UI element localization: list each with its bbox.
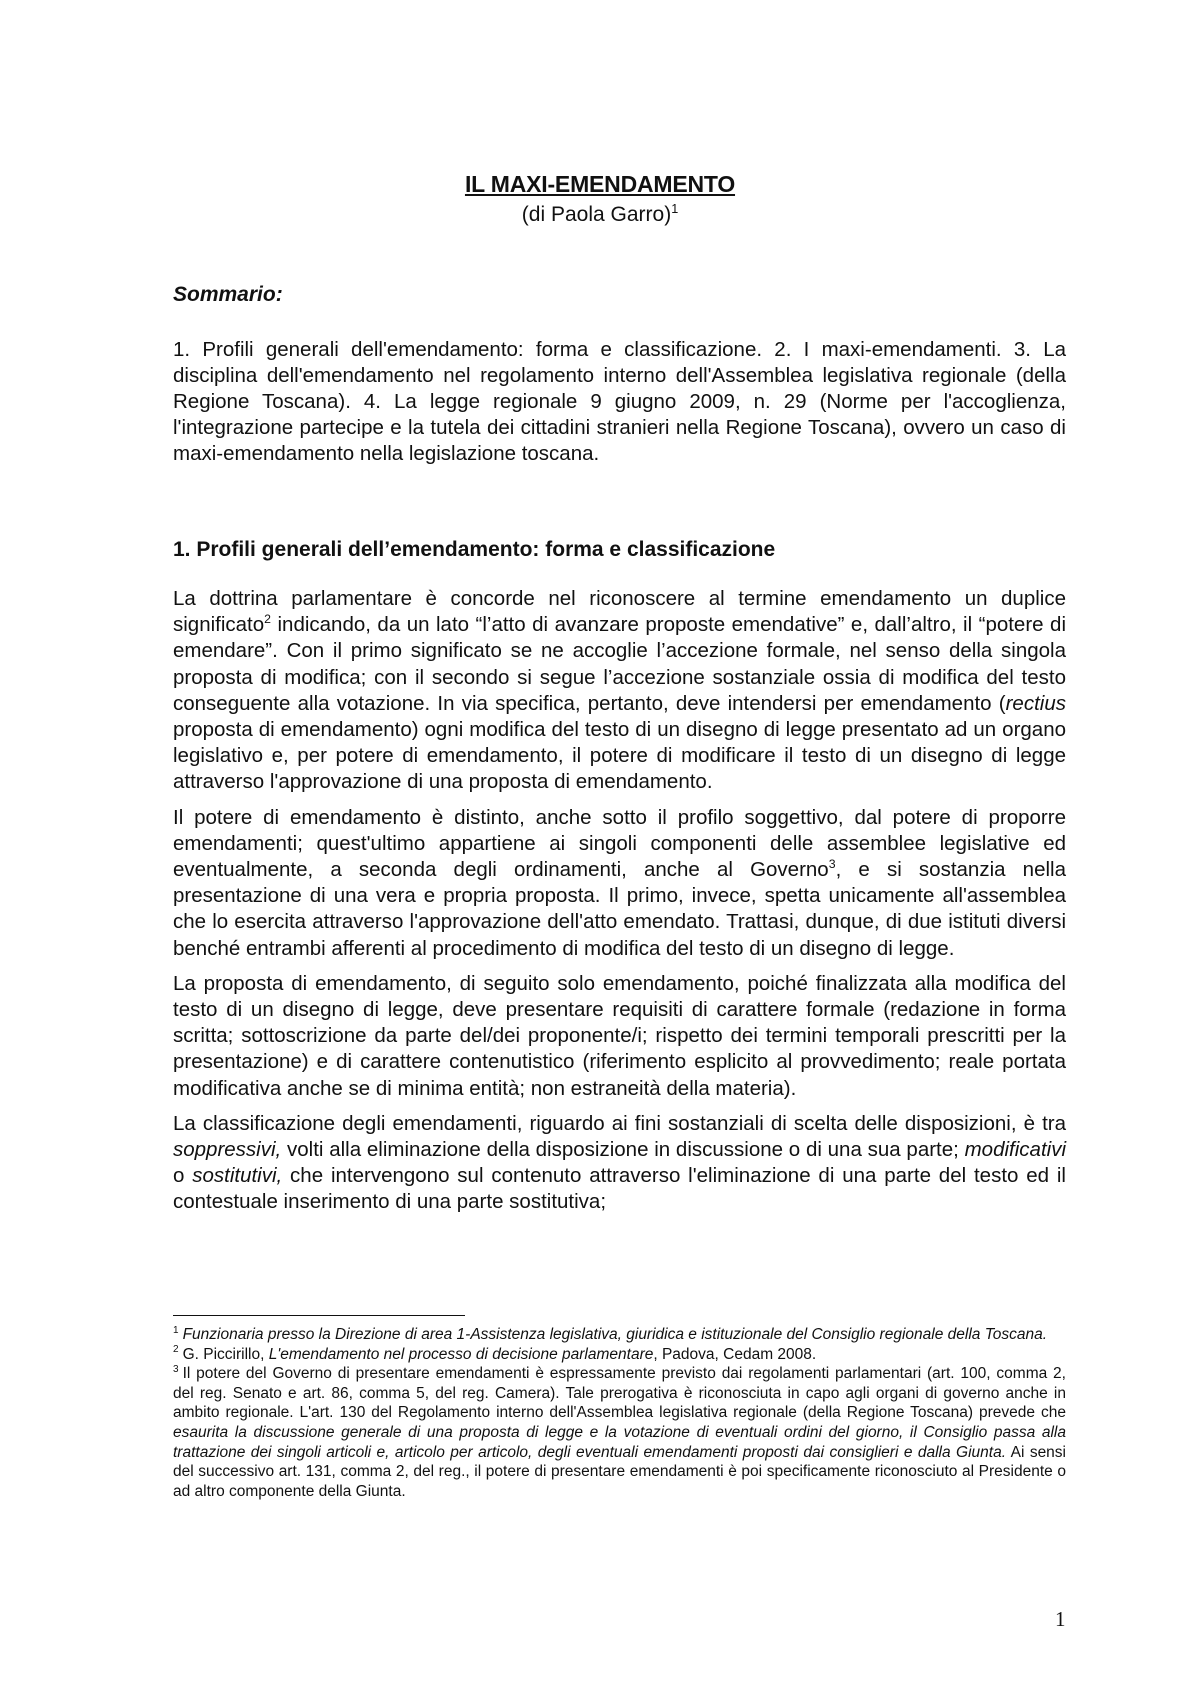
footnote-1 [173, 1325, 1066, 1345]
footnote-3-mark: 3 [173, 1364, 179, 1376]
footnote-3-text-a: Il potere del Governo di presentare emendamenti è espressamente previsto dai regolamenti parlamentari (art. 100, comma 2, del reg. Senato e art. 86, comma 5, del reg. Camera). Tale prerogativa è riconosciuta in capo agli organi di governo anche in ambito regionale. L'art. 130 del Regolamento interno dell'Assemblea legislativa regionale (della Regione Toscana) prevede che [173, 1365, 1066, 1422]
footnote-3-text-b: Ai sensi del successivo art. 131, comma 2, del reg., il potere di presentare emendamenti è poi specificamente riconosciuto al Presidente o ad altro componente della Giunta. [173, 1443, 1066, 1500]
paragraph-1-text-a: La dottrina parlamentare è concorde nel riconoscere al termine emendamento un duplice significato [173, 587, 1066, 637]
paragraph-2 [173, 805, 1066, 962]
author-name: (di Paola Garro) [521, 203, 672, 226]
paragraph-2-text-b: , e si sostanzia nella presentazione di una vera e propria proposta. Il primo, invece, spetta unicamente all'assemblea che lo esercita attraverso l'approvazione dell'atto emendato. Trattasi, dunque, di due istituti diversi benché entrambi afferenti al procedimento di modifica del testo di un disegno di legge. [173, 858, 1066, 960]
footnote-ref-1: 1 [671, 202, 679, 216]
footnote-3 [173, 1364, 1066, 1501]
paragraph-3: La proposta di emendamento, di seguito solo emendamento, poiché finalizzata alla modifica del testo di un disegno di legge, deve presentare requisiti di carattere formale (redazione in forma scritta; sottoscrizione da parte del/dei proponente/i; rispetto dei termini temporali prescritti per la presentazione) e di carattere contenutistico (riferimento esplicito al provvedimento; reale portata modificativa anche se di minima entità; non estraneità della materia). [173, 971, 1066, 1100]
paragraph-1-text-c: proposta di emendamento) ogni modifica del testo di un disegno di legge presentato ad un organo legislativo e, per potere di emendamento, il potere di modificare il testo di un disegno di legge attraverso l'approvazione di una proposta di emendamento. [173, 718, 1066, 794]
paragraph-4-text-a: La classificazione degli emendamenti, riguardo ai fini sostanziali di scelta delle disposizioni, è tra [173, 1111, 1066, 1135]
summary-text: 1. Profili generali dell'emendamento: forma e classificazione. 2. I maxi-emendamenti. 3. La disciplina dell'emendamento nel regolamento interno dell'Assemblea legislativa regionale (della Regione Toscana). 4. La legge regionale 9 giugno 2009, n. 29 (Norme per l'accoglienza, l'integrazione partecipe e la tutela dei cittadini stranieri nella Regione Toscana), ovvero un caso di maxi-emendamento nella legislazione toscana. [173, 338, 1066, 465]
author-line [0, 203, 1200, 227]
paragraph-4-italic-1: soppressivi, [173, 1138, 282, 1162]
footnote-2-mark: 2 [173, 1344, 179, 1356]
section-1-body [173, 586, 1066, 1225]
paragraph-1-text-b: indicando, da un lato “l’atto di avanzare proposte emendative” e, dall’altro, il “potere di emendare”. Con il primo significato se ne accoglie l’accezione formale, nel senso della singola proposta di modifica; con il secondo si segue l’accezione sostanziale ossia di modifica del testo conseguente alla votazione. In via specifica, pertanto, deve intendersi per emendamento ( [173, 613, 1066, 715]
paragraph-4-text-d: che intervengono sul contenuto attraverso l'eliminazione di una parte del testo ed il contestuale inserimento di una parte sostitutiva; [173, 1164, 1066, 1214]
paragraph-1 [173, 586, 1066, 796]
summary-label: Sommario: [173, 283, 283, 306]
paragraph-4-italic-2: modificativi [964, 1138, 1066, 1162]
footnote-ref-3: 3 [828, 857, 836, 872]
paragraph-4 [173, 1111, 1066, 1216]
footnote-2-text-a: G. Piccirillo, [182, 1345, 269, 1363]
footnote-1-text: Funzionaria presso la Direzione di area 1-Assistenza legislativa, giuridica e istituzionale del Consiglio regionale della Toscana. [182, 1326, 1048, 1343]
page-number: 1 [1055, 1607, 1066, 1631]
footnote-2 [173, 1345, 1066, 1365]
document-title: IL MAXI-EMENDAMENTO [464, 171, 736, 197]
section-1-heading: 1. Profili generali dell’emendamento: forma e classificazione [173, 538, 776, 561]
paragraph-2-text-a: Il potere di emendamento è distinto, anche sotto il profilo soggettivo, dal potere di proporre emendamenti; quest'ultimo appartiene ai singoli componenti delle assemblee legislative ed eventualmente, a seconda degli ordinamenti, anche al Governo [173, 805, 1066, 882]
footnote-separator [173, 1315, 465, 1316]
paragraph-4-italic-3: sostitutivi, [192, 1164, 283, 1188]
footnote-1-mark: 1 [173, 1324, 179, 1336]
footnote-3-italic: esaurita la discussione generale di una proposta di legge e la votazione di eventuali ordini del giorno, il Consiglio passa alla trattazione dei singoli articoli e, articolo per articolo, degli eventuali emendamenti proposti dai consiglieri e dalla Giunta. [173, 1423, 1066, 1461]
footnote-2-italic: L'emendamento nel processo di decisione parlamentare [268, 1345, 654, 1363]
footnotes [173, 1325, 1066, 1501]
paragraph-1-italic: rectius [1005, 691, 1066, 715]
paragraph-4-text-c: o [173, 1164, 193, 1188]
paragraph-4-text-b: volti alla eliminazione della disposizione in discussione o di una sua parte; [281, 1138, 965, 1162]
footnote-ref-2: 2 [264, 612, 272, 627]
footnote-2-text-b: , Padova, Cedam 2008. [653, 1345, 817, 1363]
